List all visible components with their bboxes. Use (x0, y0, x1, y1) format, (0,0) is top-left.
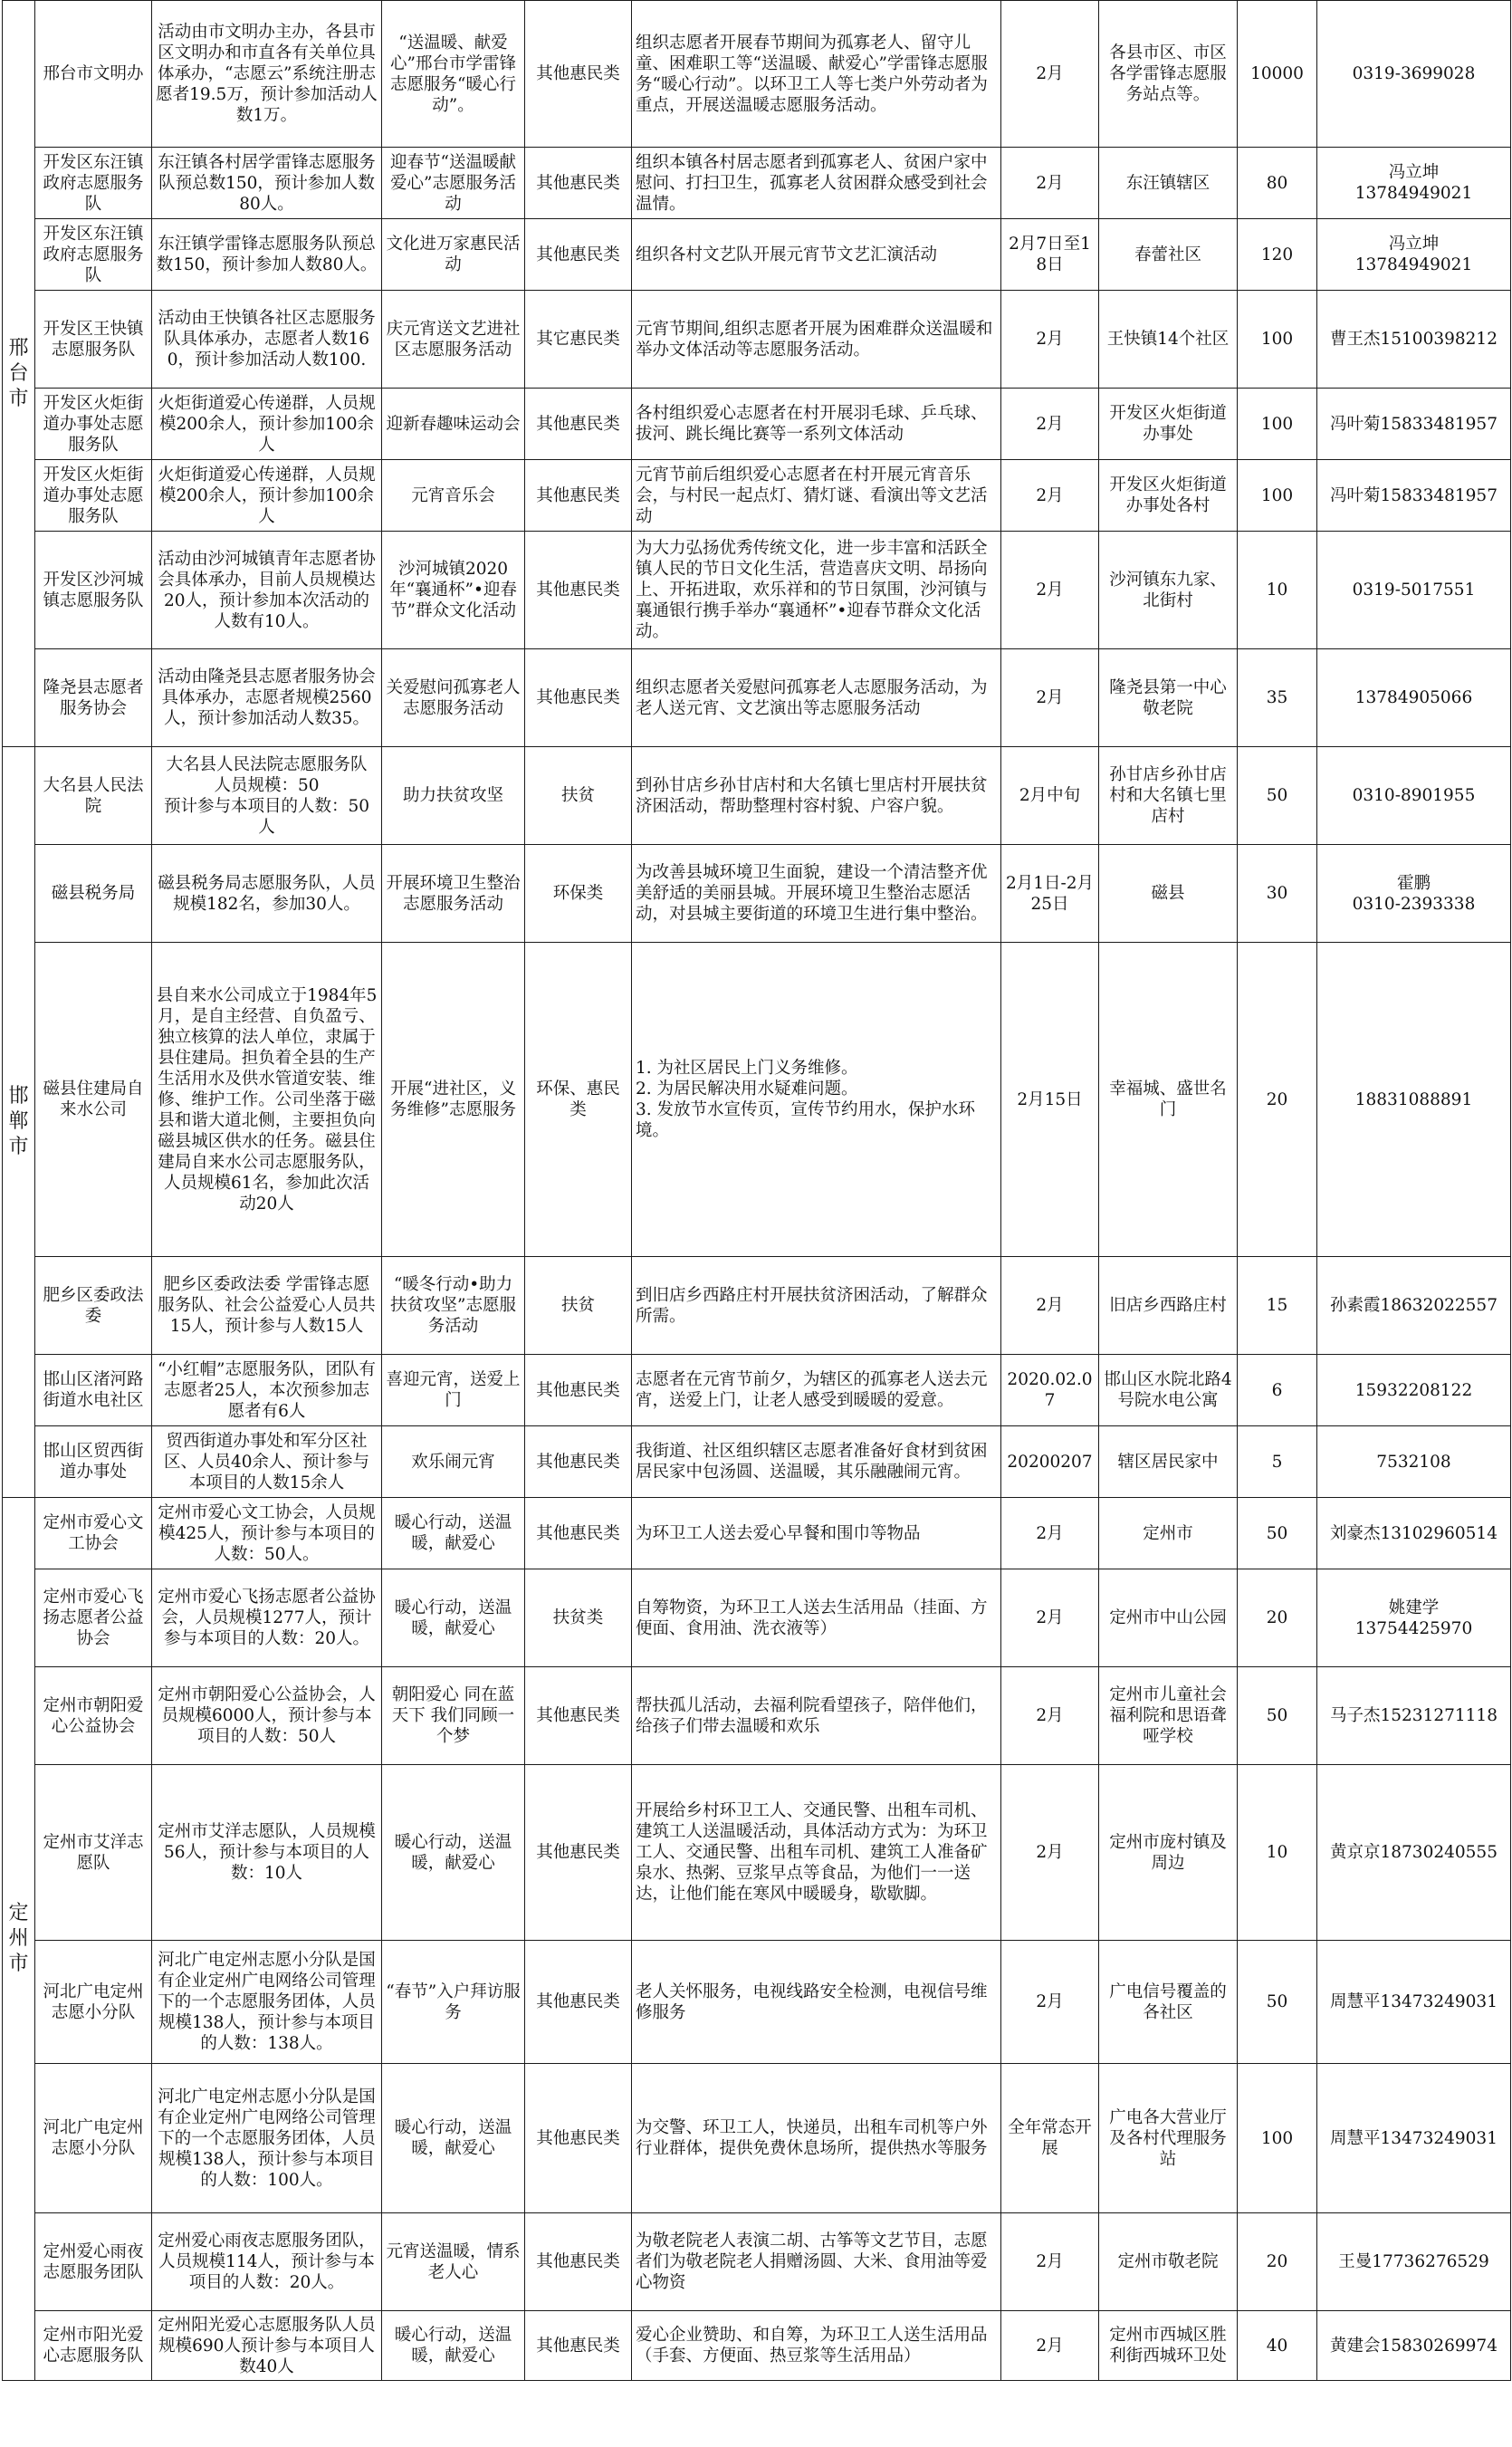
project-cell: 文化进万家惠民活动 (382, 219, 525, 291)
project-cell: 欢乐闹元宵 (382, 1426, 525, 1498)
table-row (3, 2213, 1511, 2311)
project-cell: 关爱慰问孤寡老人志愿服务活动 (382, 649, 525, 747)
place-cell: 邯山区水院北路4号院水电公寓 (1099, 1355, 1238, 1426)
content-cell: 自筹物资，为环卫工人送去生活用品（挂面、方便面、食用油、洗衣液等） (632, 1569, 1001, 1667)
time-cell: 2月 (1001, 2213, 1099, 2311)
content-cell: 到旧店乡西路庄村开展扶贫济困活动，了解群众所需。 (632, 1257, 1001, 1355)
content-cell: 1. 为社区居民上门义务维修。 2. 为居民解决用水疑难问题。 3. 发放节水宣传页，宣传节约用水，保护水环境。 (632, 943, 1001, 1257)
description-cell: 县自来水公司成立于1984年5月，是自主经营、自负盈亏、独立核算的法人单位，隶属于县住建局。担负着全县的生产生活用水及供水管道安装、维修、维护工作。公司坐落于磁县和谐大道北侧，主要担负向磁县城区供水的任务。磁县住建局自来水公司志愿服务队，人员规模61名，参加此次活动20人 (152, 943, 382, 1257)
description-cell: 定州市艾洋志愿队，人员规模56人，预计参与本项目的人数：10人 (152, 1765, 382, 1941)
contact-cell: 周慧平13473249031 (1317, 2064, 1511, 2213)
content-cell: 到孙甘店乡孙甘店村和大名镇七里店村开展扶贫济困活动，帮助整理村容村貌、户容户貌。 (632, 747, 1001, 845)
org-cell: 定州市艾洋志愿队 (35, 1765, 152, 1941)
org-cell: 开发区火炬街道办事处志愿服务队 (35, 460, 152, 532)
count-cell: 100 (1238, 2064, 1317, 2213)
table-row (3, 1667, 1511, 1765)
org-cell: 定州市爱心飞扬志愿者公益协会 (35, 1569, 152, 1667)
count-cell: 10000 (1238, 1, 1317, 148)
place-cell: 幸福城、盛世名门 (1099, 943, 1238, 1257)
type-cell: 其它惠民类 (525, 291, 632, 389)
content-cell: 开展给乡村环卫工人、交通民警、出租车司机、建筑工人送温暖活动，具体活动方式为：为环卫工人、交通民警、出租车司机、建筑工人准备矿泉水、热粥、豆浆早点等食品，为他们一一送达，让他们能在寒风中暖暖身，歇歇脚。 (632, 1765, 1001, 1941)
project-cell: 迎新春趣味运动会 (382, 389, 525, 460)
contact-cell: 0310-8901955 (1317, 747, 1511, 845)
count-cell: 50 (1238, 747, 1317, 845)
place-cell: 沙河镇东九家、北街村 (1099, 532, 1238, 649)
contact-cell: 黄京京18730240555 (1317, 1765, 1511, 1941)
count-cell: 15 (1238, 1257, 1317, 1355)
content-cell: 为环卫工人送去爱心早餐和围巾等物品 (632, 1498, 1001, 1569)
table-row (3, 1, 1511, 148)
project-cell: 暖心行动，送温暖，献爱心 (382, 1569, 525, 1667)
type-cell: 其他惠民类 (525, 219, 632, 291)
description-cell: 火炬街道爱心传递群，人员规模200余人，预计参加100余人 (152, 460, 382, 532)
place-cell: 隆尧县第一中心敬老院 (1099, 649, 1238, 747)
description-cell: 贸西街道办事处和军分区社区、人员40余人、预计参与本项目的人数15余人 (152, 1426, 382, 1498)
content-cell: 组织各村文艺队开展元宵节文艺汇演活动 (632, 219, 1001, 291)
project-cell: 暖心行动，送温暖，献爱心 (382, 1498, 525, 1569)
contact-cell: 15932208122 (1317, 1355, 1511, 1426)
description-cell: 定州阳光爱心志愿服务队人员规模690人预计参与本项目人数40人 (152, 2311, 382, 2381)
place-cell: 定州市 (1099, 1498, 1238, 1569)
table-row (3, 532, 1511, 649)
org-cell: 定州市朝阳爱心公益协会 (35, 1667, 152, 1765)
content-cell: 为敬老院老人表演二胡、古筝等文艺节目，志愿者们为敬老院老人捐赠汤圆、大米、食用油等爱心物资 (632, 2213, 1001, 2311)
org-cell: 大名县人民法院 (35, 747, 152, 845)
place-cell: 定州市儿童社会福利院和思语聋哑学校 (1099, 1667, 1238, 1765)
description-cell: 东汪镇各村居学雷锋志愿服务队预总数150，预计参加人数80人。 (152, 148, 382, 219)
description-cell: 河北广电定州志愿小分队是国有企业定州广电网络公司管理下的一个志愿服务团体，人员规模138人，预计参与本项目的人数：138人。 (152, 1941, 382, 2064)
contact-cell: 0319-3699028 (1317, 1, 1511, 148)
time-cell: 20200207 (1001, 1426, 1099, 1498)
count-cell: 120 (1238, 219, 1317, 291)
description-cell: 河北广电定州志愿小分队是国有企业定州广电网络公司管理下的一个志愿服务团体，人员规模138人，预计参与本项目的人数：100人。 (152, 2064, 382, 2213)
time-cell: 2月 (1001, 1498, 1099, 1569)
table-row (3, 389, 1511, 460)
place-cell: 广电信号覆盖的各社区 (1099, 1941, 1238, 2064)
time-cell: 2月 (1001, 148, 1099, 219)
description-cell: 活动由王快镇各社区志愿服务队具体承办，志愿者人数160，预计参加活动人数100. (152, 291, 382, 389)
contact-cell: 孙素霞18632022557 (1317, 1257, 1511, 1355)
place-cell: 辖区居民家中 (1099, 1426, 1238, 1498)
org-cell: 磁县住建局自来水公司 (35, 943, 152, 1257)
description-cell: 大名县人民法院志愿服务队 人员规模：50 预计参与本项目的人数：50人 (152, 747, 382, 845)
type-cell: 其他惠民类 (525, 1498, 632, 1569)
content-cell: 帮扶孤儿活动，去福利院看望孩子，陪伴他们，给孩子们带去温暖和欢乐 (632, 1667, 1001, 1765)
org-cell: 肥乡区委政法委 (35, 1257, 152, 1355)
place-cell: 开发区火炬街道办事处各村 (1099, 460, 1238, 532)
description-cell: 火炬街道爱心传递群，人员规模200余人，预计参加100余人 (152, 389, 382, 460)
place-cell: 磁县 (1099, 845, 1238, 943)
content-cell: 为改善县城环境卫生面貌，建设一个清洁整齐优美舒适的美丽县城。开展环境卫生整治志愿活动，对县城主要街道的环境卫生进行集中整治。 (632, 845, 1001, 943)
content-cell: 元宵节前后组织爱心志愿者在村开展元宵音乐会，与村民一起点灯、猜灯谜、看演出等文艺活动 (632, 460, 1001, 532)
content-cell: 组织志愿者关爱慰问孤寡老人志愿服务活动，为老人送元宵、文艺演出等志愿服务活动 (632, 649, 1001, 747)
table-row (3, 2064, 1511, 2213)
org-cell: 邢台市文明办 (35, 1, 152, 148)
place-cell: 开发区火炬街道办事处 (1099, 389, 1238, 460)
description-cell: 定州市朝阳爱心公益协会，人员规模6000人，预计参与本项目的人数：50人 (152, 1667, 382, 1765)
time-cell: 2月 (1001, 1569, 1099, 1667)
type-cell: 环保、惠民类 (525, 943, 632, 1257)
place-cell: 定州市中山公园 (1099, 1569, 1238, 1667)
time-cell: 2月7日至18日 (1001, 219, 1099, 291)
project-cell: 沙河城镇2020年“襄通杯”•迎春节”群众文化活动 (382, 532, 525, 649)
time-cell: 2月 (1001, 1941, 1099, 2064)
project-cell: 开展“进社区，义务维修”志愿服务 (382, 943, 525, 1257)
content-cell: 爱心企业赞助、和自筹，为环卫工人送生活用品（手套、方便面、热豆浆等生活用品） (632, 2311, 1001, 2381)
count-cell: 20 (1238, 1569, 1317, 1667)
count-cell: 10 (1238, 1765, 1317, 1941)
type-cell: 扶贫 (525, 1257, 632, 1355)
time-cell: 2月 (1001, 532, 1099, 649)
description-cell: 活动由市文明办主办，各县市区文明办和市直各有关单位具体承办，“志愿云”系统注册志愿者19.5万，预计参加活动人数1万。 (152, 1, 382, 148)
time-cell: 2月 (1001, 1257, 1099, 1355)
table-row (3, 1426, 1511, 1498)
volunteer-activity-table (2, 0, 1511, 2381)
contact-cell: 霍鹏 0310-2393338 (1317, 845, 1511, 943)
table-row (3, 1257, 1511, 1355)
type-cell: 其他惠民类 (525, 1, 632, 148)
org-cell: 开发区东汪镇政府志愿服务队 (35, 219, 152, 291)
count-cell: 40 (1238, 2311, 1317, 2381)
type-cell: 其他惠民类 (525, 1941, 632, 2064)
time-cell: 2月 (1001, 389, 1099, 460)
city-cell: 邯郸市 (3, 747, 35, 1498)
description-cell: 活动由隆尧县志愿者服务协会具体承办，志愿者规模2560人，预计参加活动人数35。 (152, 649, 382, 747)
description-cell: 肥乡区委政法委 学雷锋志愿服务队、社会公益爱心人员共15人，预计参与人数15人 (152, 1257, 382, 1355)
description-cell: 磁县税务局志愿服务队，人员规模182名，参加30人。 (152, 845, 382, 943)
project-cell: 庆元宵送文艺进社区志愿服务活动 (382, 291, 525, 389)
org-cell: 河北广电定州志愿小分队 (35, 2064, 152, 2213)
time-cell: 2月 (1001, 1667, 1099, 1765)
type-cell: 其他惠民类 (525, 148, 632, 219)
time-cell: 全年常态开展 (1001, 2064, 1099, 2213)
type-cell: 其他惠民类 (525, 1426, 632, 1498)
time-cell: 2月15日 (1001, 943, 1099, 1257)
description-cell: 定州市爱心飞扬志愿者公益协会，人员规模1277人，预计参与本项目的人数：20人。 (152, 1569, 382, 1667)
count-cell: 50 (1238, 1941, 1317, 2064)
org-cell: 河北广电定州志愿小分队 (35, 1941, 152, 2064)
contact-cell: 0319-5017551 (1317, 532, 1511, 649)
content-cell: 各村组织爱心志愿者在村开展羽毛球、乒乓球、拔河、跳长绳比赛等一系列文体活动 (632, 389, 1001, 460)
type-cell: 其他惠民类 (525, 532, 632, 649)
contact-cell: 马子杰15231271118 (1317, 1667, 1511, 1765)
place-cell: 旧店乡西路庄村 (1099, 1257, 1238, 1355)
table-row (3, 1569, 1511, 1667)
contact-cell: 13784905066 (1317, 649, 1511, 747)
project-cell: 喜迎元宵，送爱上门 (382, 1355, 525, 1426)
contact-cell: 刘豪杰13102960514 (1317, 1498, 1511, 1569)
table-row (3, 291, 1511, 389)
count-cell: 100 (1238, 460, 1317, 532)
content-cell: 志愿者在元宵节前夕，为辖区的孤寡老人送去元宵，送爱上门，让老人感受到暖暖的爱意。 (632, 1355, 1001, 1426)
table-row (3, 1355, 1511, 1426)
description-cell: 定州爱心雨夜志愿服务团队，人员规模114人，预计参与本项目的人数：20人。 (152, 2213, 382, 2311)
description-cell: 东汪镇学雷锋志愿服务队预总数150，预计参加人数80人。 (152, 219, 382, 291)
type-cell: 其他惠民类 (525, 1667, 632, 1765)
time-cell: 2月中旬 (1001, 747, 1099, 845)
contact-cell: 冯叶菊15833481957 (1317, 389, 1511, 460)
type-cell: 其他惠民类 (525, 2311, 632, 2381)
time-cell: 2020.02.07 (1001, 1355, 1099, 1426)
city-cell: 邢台市 (3, 1, 35, 747)
table-row (3, 1498, 1511, 1569)
content-cell: 元宵节期间,组织志愿者开展为困难群众送温暖和举办文体活动等志愿服务活动。 (632, 291, 1001, 389)
contact-cell: 王曼17736276529 (1317, 2213, 1511, 2311)
count-cell: 30 (1238, 845, 1317, 943)
place-cell: 广电各大营业厅及各村代理服务站 (1099, 2064, 1238, 2213)
count-cell: 35 (1238, 649, 1317, 747)
project-cell: 元宵音乐会 (382, 460, 525, 532)
time-cell: 2月 (1001, 1, 1099, 148)
type-cell: 扶贫 (525, 747, 632, 845)
contact-cell: 冯立坤 13784949021 (1317, 148, 1511, 219)
type-cell: 其他惠民类 (525, 2213, 632, 2311)
contact-cell: 姚建学 13754425970 (1317, 1569, 1511, 1667)
project-cell: 暖心行动，送温暖，献爱心 (382, 1765, 525, 1941)
org-cell: 定州市爱心文工协会 (35, 1498, 152, 1569)
org-cell: 隆尧县志愿者服务协会 (35, 649, 152, 747)
count-cell: 5 (1238, 1426, 1317, 1498)
org-cell: 定州市阳光爱心志愿服务队 (35, 2311, 152, 2381)
content-cell: 组织志愿者开展春节期间为孤寡老人、留守儿童、困难职工等“送温暖、献爱心”学雷锋志愿服务“暖心行动”。以环卫工人等七类户外劳动者为重点，开展送温暖志愿服务活动。 (632, 1, 1001, 148)
org-cell: 磁县税务局 (35, 845, 152, 943)
project-cell: “春节”入户拜访服务 (382, 1941, 525, 2064)
project-cell: “暖冬行动•助力扶贫攻坚”志愿服务活动 (382, 1257, 525, 1355)
place-cell: 王快镇14个社区 (1099, 291, 1238, 389)
contact-cell: 黄建会15830269974 (1317, 2311, 1511, 2381)
table-body (3, 1, 1511, 2381)
time-cell: 2月 (1001, 291, 1099, 389)
contact-cell: 7532108 (1317, 1426, 1511, 1498)
project-cell: “送温暖、献爱心”邢台市学雷锋志愿服务“暖心行动”。 (382, 1, 525, 148)
type-cell: 其他惠民类 (525, 1765, 632, 1941)
contact-cell: 冯立坤 13784949021 (1317, 219, 1511, 291)
count-cell: 20 (1238, 2213, 1317, 2311)
place-cell: 春蕾社区 (1099, 219, 1238, 291)
type-cell: 扶贫类 (525, 1569, 632, 1667)
project-cell: 开展环境卫生整治志愿服务活动 (382, 845, 525, 943)
table-row (3, 845, 1511, 943)
count-cell: 50 (1238, 1667, 1317, 1765)
type-cell: 其他惠民类 (525, 649, 632, 747)
place-cell: 东汪镇辖区 (1099, 148, 1238, 219)
table-row (3, 1765, 1511, 1941)
type-cell: 环保类 (525, 845, 632, 943)
content-cell: 组织本镇各村居志愿者到孤寡老人、贫困户家中慰问、打扫卫生，孤寡老人贫困群众感受到社会温情。 (632, 148, 1001, 219)
time-cell: 2月 (1001, 460, 1099, 532)
contact-cell: 18831088891 (1317, 943, 1511, 1257)
place-cell: 各县市区、市区各学雷锋志愿服务站点等。 (1099, 1, 1238, 148)
description-cell: 活动由沙河城镇青年志愿者协会具体承办，目前人员规模达20人，预计参加本次活动的人数有10人。 (152, 532, 382, 649)
project-cell: 元宵送温暖，情系老人心 (382, 2213, 525, 2311)
city-cell: 定州市 (3, 1498, 35, 2381)
table-row (3, 943, 1511, 1257)
project-cell: 朝阳爱心 同在蓝天下 我们同顾一个梦 (382, 1667, 525, 1765)
project-cell: 暖心行动，送温暖，献爱心 (382, 2064, 525, 2213)
time-cell: 2月 (1001, 2311, 1099, 2381)
place-cell: 定州市敬老院 (1099, 2213, 1238, 2311)
description-cell: “小红帽”志愿服务队，团队有志愿者25人，本次预参加志愿者有6人 (152, 1355, 382, 1426)
place-cell: 定州市庞村镇及周边 (1099, 1765, 1238, 1941)
org-cell: 开发区东汪镇政府志愿服务队 (35, 148, 152, 219)
description-cell: 定州市爱心文工协会，人员规模425人，预计参与本项目的人数：50人。 (152, 1498, 382, 1569)
table-row (3, 747, 1511, 845)
content-cell: 老人关怀服务，电视线路安全检测，电视信号维修服务 (632, 1941, 1001, 2064)
org-cell: 开发区王快镇志愿服务队 (35, 291, 152, 389)
org-cell: 邯山区渚河路街道水电社区 (35, 1355, 152, 1426)
org-cell: 开发区沙河城镇志愿服务队 (35, 532, 152, 649)
table-row (3, 2311, 1511, 2381)
type-cell: 其他惠民类 (525, 460, 632, 532)
time-cell: 2月 (1001, 649, 1099, 747)
time-cell: 2月1日-2月25日 (1001, 845, 1099, 943)
type-cell: 其他惠民类 (525, 2064, 632, 2213)
count-cell: 10 (1238, 532, 1317, 649)
count-cell: 20 (1238, 943, 1317, 1257)
contact-cell: 冯叶菊15833481957 (1317, 460, 1511, 532)
content-cell: 为大力弘扬优秀传统文化，进一步丰富和活跃全镇人民的节日文化生活，营造喜庆文明、昂扬向上、开拓进取，欢乐祥和的节日氛围，沙河镇与襄通银行携手举办“襄通杯”•迎春节群众文化活动。 (632, 532, 1001, 649)
project-cell: 暖心行动，送温暖，献爱心 (382, 2311, 525, 2381)
type-cell: 其他惠民类 (525, 389, 632, 460)
count-cell: 100 (1238, 389, 1317, 460)
time-cell: 2月 (1001, 1765, 1099, 1941)
count-cell: 6 (1238, 1355, 1317, 1426)
content-cell: 我街道、社区组织辖区志愿者准备好食材到贫困居民家中包汤圆、送温暖，其乐融融闹元宵。 (632, 1426, 1001, 1498)
content-cell: 为交警、环卫工人，快递员，出租车司机等户外行业群体，提供免费休息场所，提供热水等服务 (632, 2064, 1001, 2213)
place-cell: 孙甘店乡孙甘店村和大名镇七里店村 (1099, 747, 1238, 845)
org-cell: 定州爱心雨夜志愿服务团队 (35, 2213, 152, 2311)
contact-cell: 曹王杰15100398212 (1317, 291, 1511, 389)
table-row (3, 649, 1511, 747)
table-row (3, 460, 1511, 532)
project-cell: 迎春节“送温暖献爱心”志愿服务活动 (382, 148, 525, 219)
table-row (3, 1941, 1511, 2064)
org-cell: 邯山区贸西街道办事处 (35, 1426, 152, 1498)
table-row (3, 219, 1511, 291)
type-cell: 其他惠民类 (525, 1355, 632, 1426)
project-cell: 助力扶贫攻坚 (382, 747, 525, 845)
count-cell: 100 (1238, 291, 1317, 389)
org-cell: 开发区火炬街道办事处志愿服务队 (35, 389, 152, 460)
count-cell: 80 (1238, 148, 1317, 219)
count-cell: 50 (1238, 1498, 1317, 1569)
table-row (3, 148, 1511, 219)
place-cell: 定州市西城区胜利街西城环卫处 (1099, 2311, 1238, 2381)
contact-cell: 周慧平13473249031 (1317, 1941, 1511, 2064)
